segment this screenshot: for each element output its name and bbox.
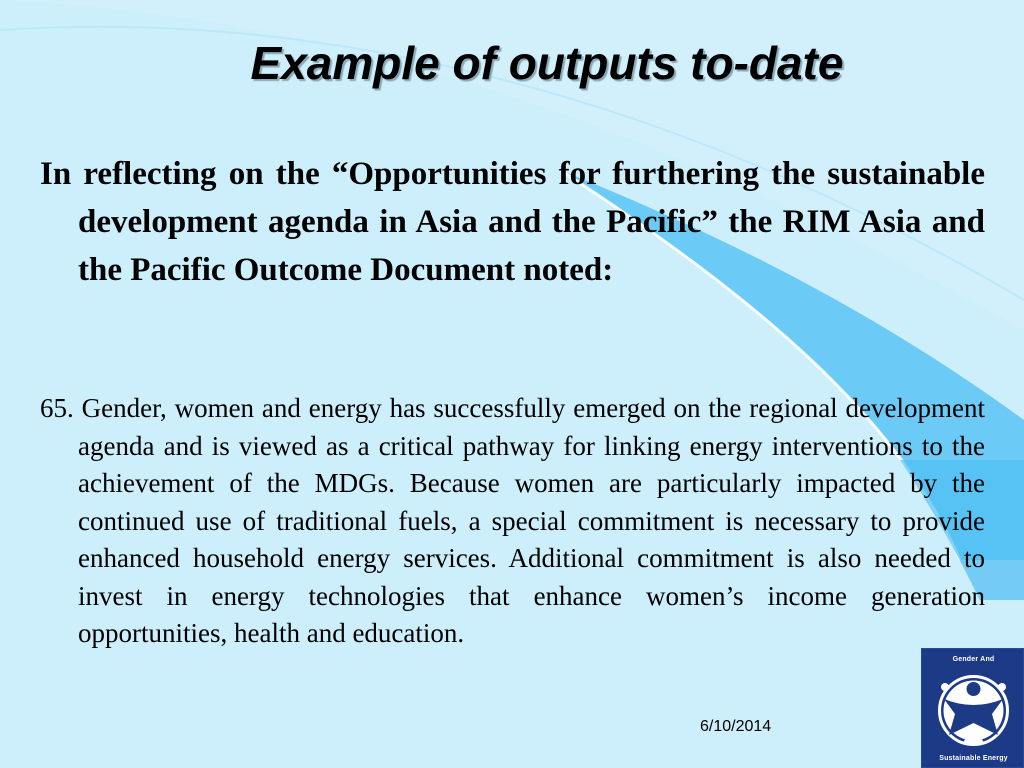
gender-energy-logo (921, 648, 1024, 768)
gender-energy-emblem-icon (932, 669, 1015, 752)
slide-title: Example of outputs to-date (250, 37, 844, 89)
lead-paragraph: In reflecting on the “Opportunities for furthering the sustainable development agenda in Asia and the Pacific” the RIM Asia and the Pacific Outcome Document noted: (40, 156, 985, 288)
logo-bottom-text: Sustainable Energy (939, 755, 1008, 762)
logo-top-text: Gender And (952, 656, 995, 663)
body-paragraph: 65. Gender, women and energy has successfully emerged on the regional development agenda and is viewed as a critical pathway for linking energy interventions to the achievement of the MDGs. Because women are particularly impacted by the continued use of traditional fuels, a special commitment is necessary to provide enhanced household energy services. Additional commitment is also needed to invest in energy technologies that enhance women’s income generation opportunities, health and education. (40, 393, 985, 648)
slide-date: 6/10/2014 (700, 718, 772, 735)
